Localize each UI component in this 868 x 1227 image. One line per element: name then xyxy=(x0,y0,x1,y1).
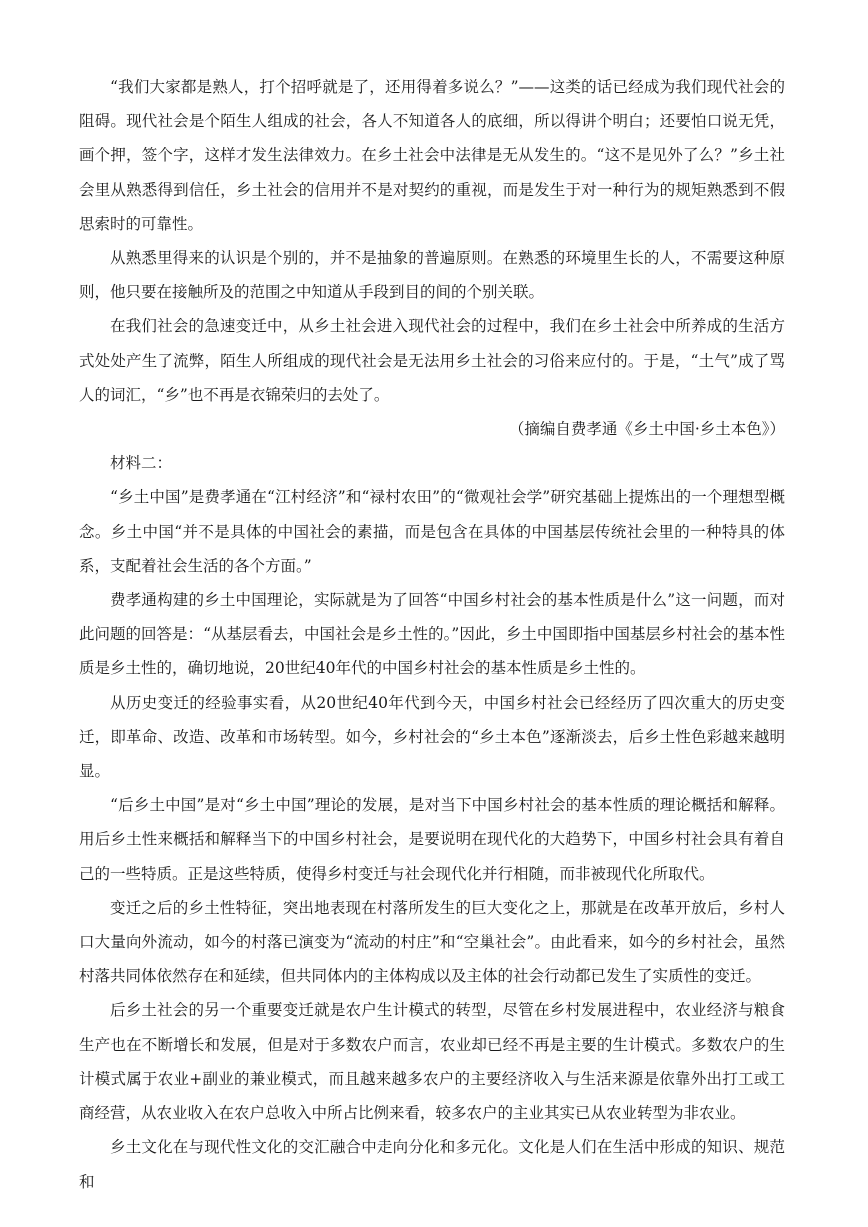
material1-paragraph-3: 在我们社会的急速变迁中，从乡土社会进入现代社会的过程中，我们在乡土社会中所养成的生活方式处处产生了流弊，陌生人所组成的现代社会是无法用乡土社会的习俗来应付的。于是，“土气”成了骂人的词汇，“乡”也不再是衣锦荣归的去处了。 xyxy=(79,317,785,404)
material2-label: 材料二： xyxy=(110,454,173,473)
material2-paragraph-6: 后乡土社会的另一个重要变迁就是农户生计模式的转型，尽管在乡村发展进程中，农业经济与粮食生产也在不断增长和发展，但是对于多数农户而言，农业却已经不再是主要的生计模式。多数农户的生计模式属于农业+副业的兼业模式，而且越来越多农户的主要经济收入与生活来源是依靠外出打工或工商经营，从农业收入在农户总收入中所占比例来看，较多农户的主业其实已从农业转型为非农业。 xyxy=(79,1001,785,1123)
material2-paragraph-4: “后乡土中国”是对“乡土中国”理论的发展，是对当下中国乡村社会的基本性质的理论概括和解释。用后乡土性来概括和解释当下的中国乡村社会，是要说明在现代化的大趋势下，中国乡村社会具有着自己的一些特质。正是这些特质，使得乡村变迁与社会现代化并行相随，而非被现代化所取代。 xyxy=(79,796,785,883)
material2-paragraph-1: “乡土中国”是费孝通在“江村经济”和“禄村农田”的“微观社会学”研究基础上提炼出的一个理想型概念。乡土中国“并不是具体的中国社会的素描，而是包含在具体的中国基层传统社会里的一种特具的体系，支配着社会生活的各个方面。” xyxy=(79,488,785,575)
document-page xyxy=(79,70,785,1199)
material1-paragraph-2: 从熟悉里得来的认识是个别的，并不是抽象的普遍原则。在熟悉的环境里生长的人，不需要这种原则，他只要在接触所及的范围之中知道从手段到目的间的个别关联。 xyxy=(79,249,785,302)
material1-paragraph-1: “我们大家都是熟人，打个招呼就是了，还用得着多说么？”——这类的话已经成为我们现代社会的阻碍。现代社会是个陌生人组成的社会，各人不知道各人的底细，所以得讲个明白；还要怕口说无凭，画个押，签个字，这样才发生法律效力。在乡土社会中法律是无从发生的。“这不是见外了么？”乡土社会里从熟悉得到信任，乡土社会的信用并不是对契约的重视，而是发生于对一种行为的规矩熟悉到不假思索时的可靠性。 xyxy=(79,78,785,233)
material2-paragraph-2: 费孝通构建的乡土中国理论，实际就是为了回答“中国乡村社会的基本性质是什么”这一问题，而对此问题的回答是：“从基层看去，中国社会是乡土性的。”因此，乡土中国即指中国基层乡村社会的基本性质是乡土性的，确切地说，20世纪40年代的中国乡村社会的基本性质是乡土性的。 xyxy=(79,591,785,678)
material2-paragraph-7: 乡土文化在与现代性文化的交汇融合中走向分化和多元化。文化是人们在生活中形成的知识、规范和 xyxy=(79,1138,785,1191)
material1-source-citation: （摘编自费孝通《乡土中国·乡土本色》） xyxy=(508,420,785,439)
material2-paragraph-3: 从历史变迁的经验事实看，从20世纪40年代到今天，中国乡村社会已经经历了四次重大的历史变迁，即革命、改造、改革和市场转型。如今，乡村社会的“乡土本色”逐渐淡去，后乡土性色彩越来越明显。 xyxy=(79,693,785,781)
material2-paragraph-5: 变迁之后的乡土性特征，突出地表现在村落所发生的巨大变化之上，那就是在改革开放后，乡村人口大量向外流动，如今的村落已演变为“流动的村庄”和“空巢社会”。由此看来，如今的乡村社会，虽然村落共同体依然存在和延续，但共同体内的主体构成以及主体的社会行动都已发生了实质性的变迁。 xyxy=(79,898,785,986)
